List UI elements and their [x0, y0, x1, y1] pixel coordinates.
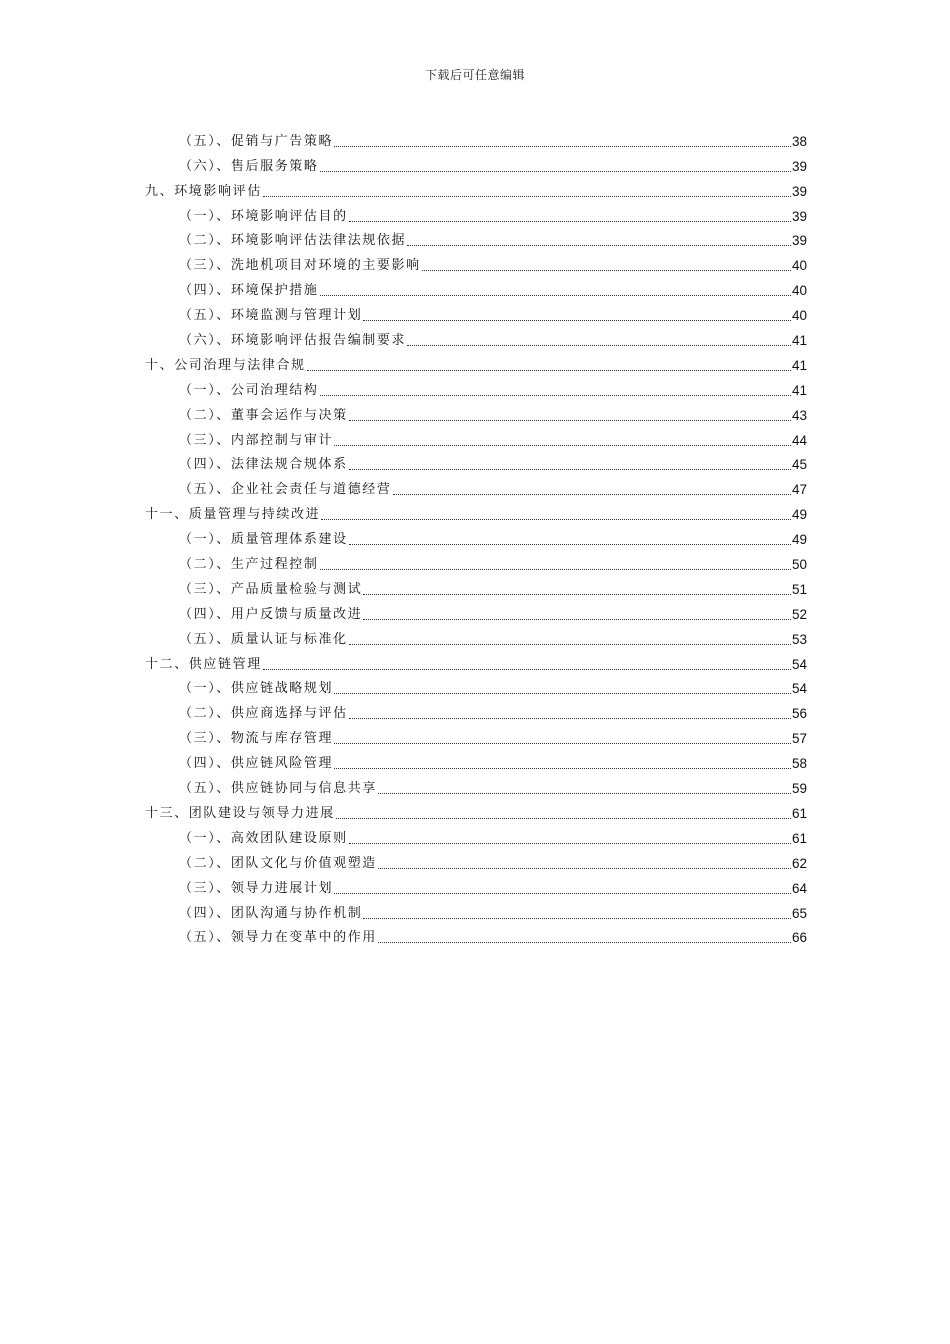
toc-entry-title: （一）、环境影响评估目的: [179, 208, 348, 224]
toc-section-entry[interactable]: [145, 426, 807, 451]
toc-section-entry[interactable]: [145, 152, 807, 177]
toc-entry-title: （一）、供应链战略规划: [179, 681, 334, 697]
toc-page-number: 39: [791, 233, 807, 249]
toc-dot-leader: [307, 370, 791, 371]
toc-page-number: 40: [791, 308, 807, 324]
toc-page-number: 49: [791, 507, 807, 523]
toc-page-number: 52: [791, 606, 807, 622]
toc-section-entry[interactable]: [145, 625, 807, 650]
toc-section-entry[interactable]: [145, 675, 807, 700]
toc-dot-leader: [334, 768, 791, 769]
toc-page-number: 56: [791, 706, 807, 722]
toc-page-number: 54: [791, 681, 807, 697]
toc-page-number: 62: [791, 855, 807, 871]
toc-section-entry[interactable]: [145, 451, 807, 476]
toc-entry-title: （二）、供应商选择与评估: [179, 706, 348, 722]
toc-entry-title: （五）、质量认证与标准化: [179, 631, 348, 647]
toc-dot-leader: [349, 718, 791, 719]
toc-dot-leader: [320, 171, 791, 172]
toc-section-entry[interactable]: [145, 127, 807, 152]
toc-page-number: 40: [791, 283, 807, 299]
toc-dot-leader: [334, 445, 791, 446]
toc-page-number: 41: [791, 382, 807, 398]
toc-entry-title: 十三、团队建设与领导力进展: [145, 805, 335, 821]
toc-chapter-entry[interactable]: [145, 500, 807, 525]
toc-page-number: 41: [791, 357, 807, 373]
toc-page-number: 40: [791, 258, 807, 274]
toc-section-entry[interactable]: [145, 202, 807, 227]
toc-page-number: 39: [791, 158, 807, 174]
toc-dot-leader: [321, 519, 791, 520]
toc-entry-title: （五）、领导力在变革中的作用: [179, 930, 377, 946]
toc-section-entry[interactable]: [145, 525, 807, 550]
toc-dot-leader: [320, 569, 791, 570]
toc-page-number: 39: [791, 183, 807, 199]
toc-dot-leader: [349, 544, 791, 545]
toc-page-number: 39: [791, 208, 807, 224]
toc-section-entry[interactable]: [145, 824, 807, 849]
toc-page-number: 61: [791, 805, 807, 821]
toc-dot-leader: [349, 221, 791, 222]
toc-section-entry[interactable]: [145, 749, 807, 774]
toc-dot-leader: [263, 669, 791, 670]
toc-entry-title: 十、公司治理与法律合规: [145, 357, 306, 373]
toc-dot-leader: [393, 494, 791, 495]
toc-page-number: 43: [791, 407, 807, 423]
toc-dot-leader: [349, 469, 791, 470]
toc-entry-title: 九、环境影响评估: [145, 183, 262, 199]
toc-dot-leader: [378, 868, 791, 869]
toc-page-number: 61: [791, 830, 807, 846]
toc-dot-leader: [422, 270, 791, 271]
toc-entry-title: （六）、售后服务策略: [179, 158, 319, 174]
toc-section-entry[interactable]: [145, 849, 807, 874]
toc-section-entry[interactable]: [145, 401, 807, 426]
toc-section-entry[interactable]: [145, 774, 807, 799]
toc-entry-title: （三）、洗地机项目对环境的主要影响: [179, 258, 421, 274]
toc-entry-title: （五）、环境监测与管理计划: [179, 308, 363, 324]
toc-section-entry[interactable]: [145, 899, 807, 924]
toc-section-entry[interactable]: [145, 575, 807, 600]
toc-entry-title: （三）、物流与库存管理: [179, 731, 334, 747]
toc-entry-title: （四）、用户反馈与质量改进: [179, 606, 363, 622]
toc-section-entry[interactable]: [145, 301, 807, 326]
toc-dot-leader: [363, 594, 791, 595]
toc-chapter-entry[interactable]: [145, 650, 807, 675]
toc-section-entry[interactable]: [145, 699, 807, 724]
toc-dot-leader: [334, 146, 791, 147]
toc-section-entry[interactable]: [145, 924, 807, 949]
toc-section-entry[interactable]: [145, 550, 807, 575]
toc-dot-leader: [334, 893, 791, 894]
toc-entry-title: （四）、法律法规合规体系: [179, 457, 348, 473]
toc-dot-leader: [334, 693, 791, 694]
toc-entry-title: （五）、供应链协同与信息共享: [179, 781, 377, 797]
toc-section-entry[interactable]: [145, 874, 807, 899]
toc-chapter-entry[interactable]: [145, 177, 807, 202]
toc-dot-leader: [363, 918, 791, 919]
toc-entry-title: （三）、产品质量检验与测试: [179, 581, 363, 597]
toc-entry-title: （一）、高效团队建设原则: [179, 830, 348, 846]
toc-section-entry[interactable]: [145, 600, 807, 625]
toc-entry-title: （二）、团队文化与价值观塑造: [179, 855, 377, 871]
toc-page-number: 54: [791, 656, 807, 672]
toc-section-entry[interactable]: [145, 276, 807, 301]
toc-chapter-entry[interactable]: [145, 351, 807, 376]
toc-page-number: 51: [791, 581, 807, 597]
toc-entry-title: （二）、环境影响评估法律法规依据: [179, 233, 407, 249]
toc-page-number: 53: [791, 631, 807, 647]
toc-entry-title: （四）、供应链风险管理: [179, 756, 334, 772]
toc-entry-title: （三）、内部控制与审计: [179, 432, 334, 448]
toc-page-number: 57: [791, 731, 807, 747]
toc-dot-leader: [407, 345, 791, 346]
toc-dot-leader: [378, 793, 791, 794]
toc-entry-title: （一）、公司治理结构: [179, 382, 319, 398]
toc-page-number: 58: [791, 756, 807, 772]
table-of-contents: [145, 127, 807, 948]
toc-page-number: 38: [791, 133, 807, 149]
toc-dot-leader: [336, 818, 791, 819]
toc-entry-title: （二）、生产过程控制: [179, 557, 319, 573]
toc-dot-leader: [320, 295, 791, 296]
toc-entry-title: （六）、环境影响评估报告编制要求: [179, 333, 407, 349]
toc-entry-title: （五）、企业社会责任与道德经营: [179, 482, 392, 498]
toc-entry-title: 十一、质量管理与持续改进: [145, 507, 321, 523]
toc-dot-leader: [320, 395, 791, 396]
toc-section-entry[interactable]: [145, 251, 807, 276]
toc-dot-leader: [363, 320, 791, 321]
toc-section-entry[interactable]: [145, 326, 807, 351]
toc-section-entry[interactable]: [145, 475, 807, 500]
toc-entry-title: （四）、环境保护措施: [179, 283, 319, 299]
toc-entry-title: （三）、领导力进展计划: [179, 880, 334, 896]
toc-dot-leader: [349, 420, 791, 421]
toc-chapter-entry[interactable]: [145, 799, 807, 824]
toc-page-number: 45: [791, 457, 807, 473]
toc-dot-leader: [334, 743, 791, 744]
toc-section-entry[interactable]: [145, 724, 807, 749]
toc-page-number: 59: [791, 781, 807, 797]
toc-page-number: 49: [791, 532, 807, 548]
toc-page-number: 66: [791, 930, 807, 946]
toc-page-number: 64: [791, 880, 807, 896]
toc-page-number: 65: [791, 905, 807, 921]
toc-entry-title: （一）、质量管理体系建设: [179, 532, 348, 548]
toc-section-entry[interactable]: [145, 227, 807, 252]
toc-dot-leader: [349, 644, 791, 645]
toc-entry-title: （二）、董事会运作与决策: [179, 407, 348, 423]
toc-dot-leader: [378, 942, 791, 943]
toc-dot-leader: [349, 843, 791, 844]
toc-dot-leader: [363, 619, 791, 620]
toc-entry-title: （四）、团队沟通与协作机制: [179, 905, 363, 921]
toc-section-entry[interactable]: [145, 376, 807, 401]
toc-page-number: 41: [791, 333, 807, 349]
page-header: 下载后可任意编辑: [424, 68, 525, 82]
toc-entry-title: 十二、供应链管理: [145, 656, 262, 672]
toc-dot-leader: [407, 245, 791, 246]
toc-page-number: 47: [791, 482, 807, 498]
toc-dot-leader: [263, 196, 791, 197]
toc-entry-title: （五）、促销与广告策略: [179, 133, 334, 149]
toc-page-number: 44: [791, 432, 807, 448]
toc-page-number: 50: [791, 557, 807, 573]
